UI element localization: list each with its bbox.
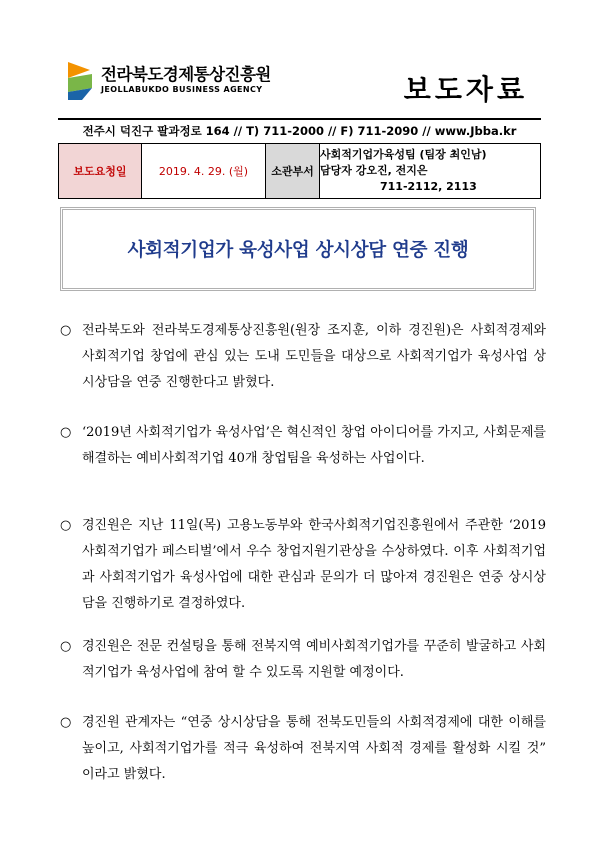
- agency-logo: [64, 58, 271, 106]
- paragraph-2: [60, 420, 546, 472]
- paragraph-4: [60, 634, 546, 686]
- contact-info-line: 전주시 덕진구 팔과정로 164 // T) 711-2000 // F) 711-2090 // www.Jbba.kr: [58, 118, 541, 144]
- request-date-label: 보도요청일: [59, 144, 142, 199]
- org-name: 전라북도경제통상진흥원: [101, 65, 271, 84]
- headline-box: [60, 207, 536, 291]
- paragraph-text: 경진원 관계자는 “연중 상시상담을 통해 전북도민들의 사회적경제에 대한 이해를 높이고, 사회적기업가를 적극 육성하여 전북지역 사회적 경제를 활성화 시킬 것” 이라고 밝혔다.: [82, 715, 546, 782]
- bullet-circle: ○: [60, 323, 72, 338]
- org-english-name: JEOLLABUKDO BUSINESS AGENCY: [101, 85, 263, 94]
- release-info-table: [58, 143, 541, 199]
- paragraph-text: 경진원은 전문 컨설팅을 통해 전북지역 예비사회적기업가를 꾸준히 발굴하고 사회적기업가 육성사업에 참여 할 수 있도록 지원할 예정이다.: [82, 639, 546, 680]
- bullet-circle: ○: [60, 518, 72, 533]
- paragraph-3: [60, 513, 546, 617]
- press-release-title: 보도자료: [403, 73, 528, 106]
- headline: 사회적기업가 육성사업 상시상담 연중 진행: [127, 240, 469, 261]
- staff-names: 담당자 강오진, 전지은: [320, 164, 428, 177]
- paragraph-text: ‘2019년 사회적기업가 육성사업’은 혁신적인 창업 아이디어를 가지고, 사회문제를 해결하는 예비사회적기업 40개 창업팀을 육성하는 사업이다.: [82, 425, 546, 466]
- staff-phone: 711-2112, 2113: [380, 180, 477, 193]
- paragraph-text: 전라북도와 전라북도경제통상진흥원(원장 조지훈, 이하 경진원)은 사회적경제와 사회적기업 창업에 관심 있는 도내 도민들을 대상으로 사회적기업가 육성사업 상시상담을 연중 진행한다고 밝혔다.: [82, 323, 546, 390]
- paragraph-1: [60, 318, 546, 396]
- agency-logo-icon: [64, 58, 98, 102]
- bullet-circle: ○: [60, 715, 72, 730]
- bullet-circle: ○: [60, 425, 72, 440]
- department-name: 사회적기업가육성팀 (팀장 최인남): [320, 148, 487, 161]
- department-label: 소관부서: [266, 144, 320, 199]
- request-date-value: 2019. 4. 29. (월): [142, 144, 266, 199]
- paragraph-text: 경진원은 지난 11일(목) 고용노동부와 한국사회적기업진흥원에서 주관한 ‘2019 사회적기업가 페스티벌’에서 우수 창업지원기관상을 수상하였다. 이후 사회적기업과 사회적기업가 육성사업에 대한 관심과 문의가 더 많아져 경진원은 연중 상시상담을 진행하기로 결정하였다.: [82, 518, 546, 611]
- paragraph-5: [60, 710, 546, 788]
- bullet-circle: ○: [60, 639, 72, 654]
- department-contacts: [320, 144, 541, 199]
